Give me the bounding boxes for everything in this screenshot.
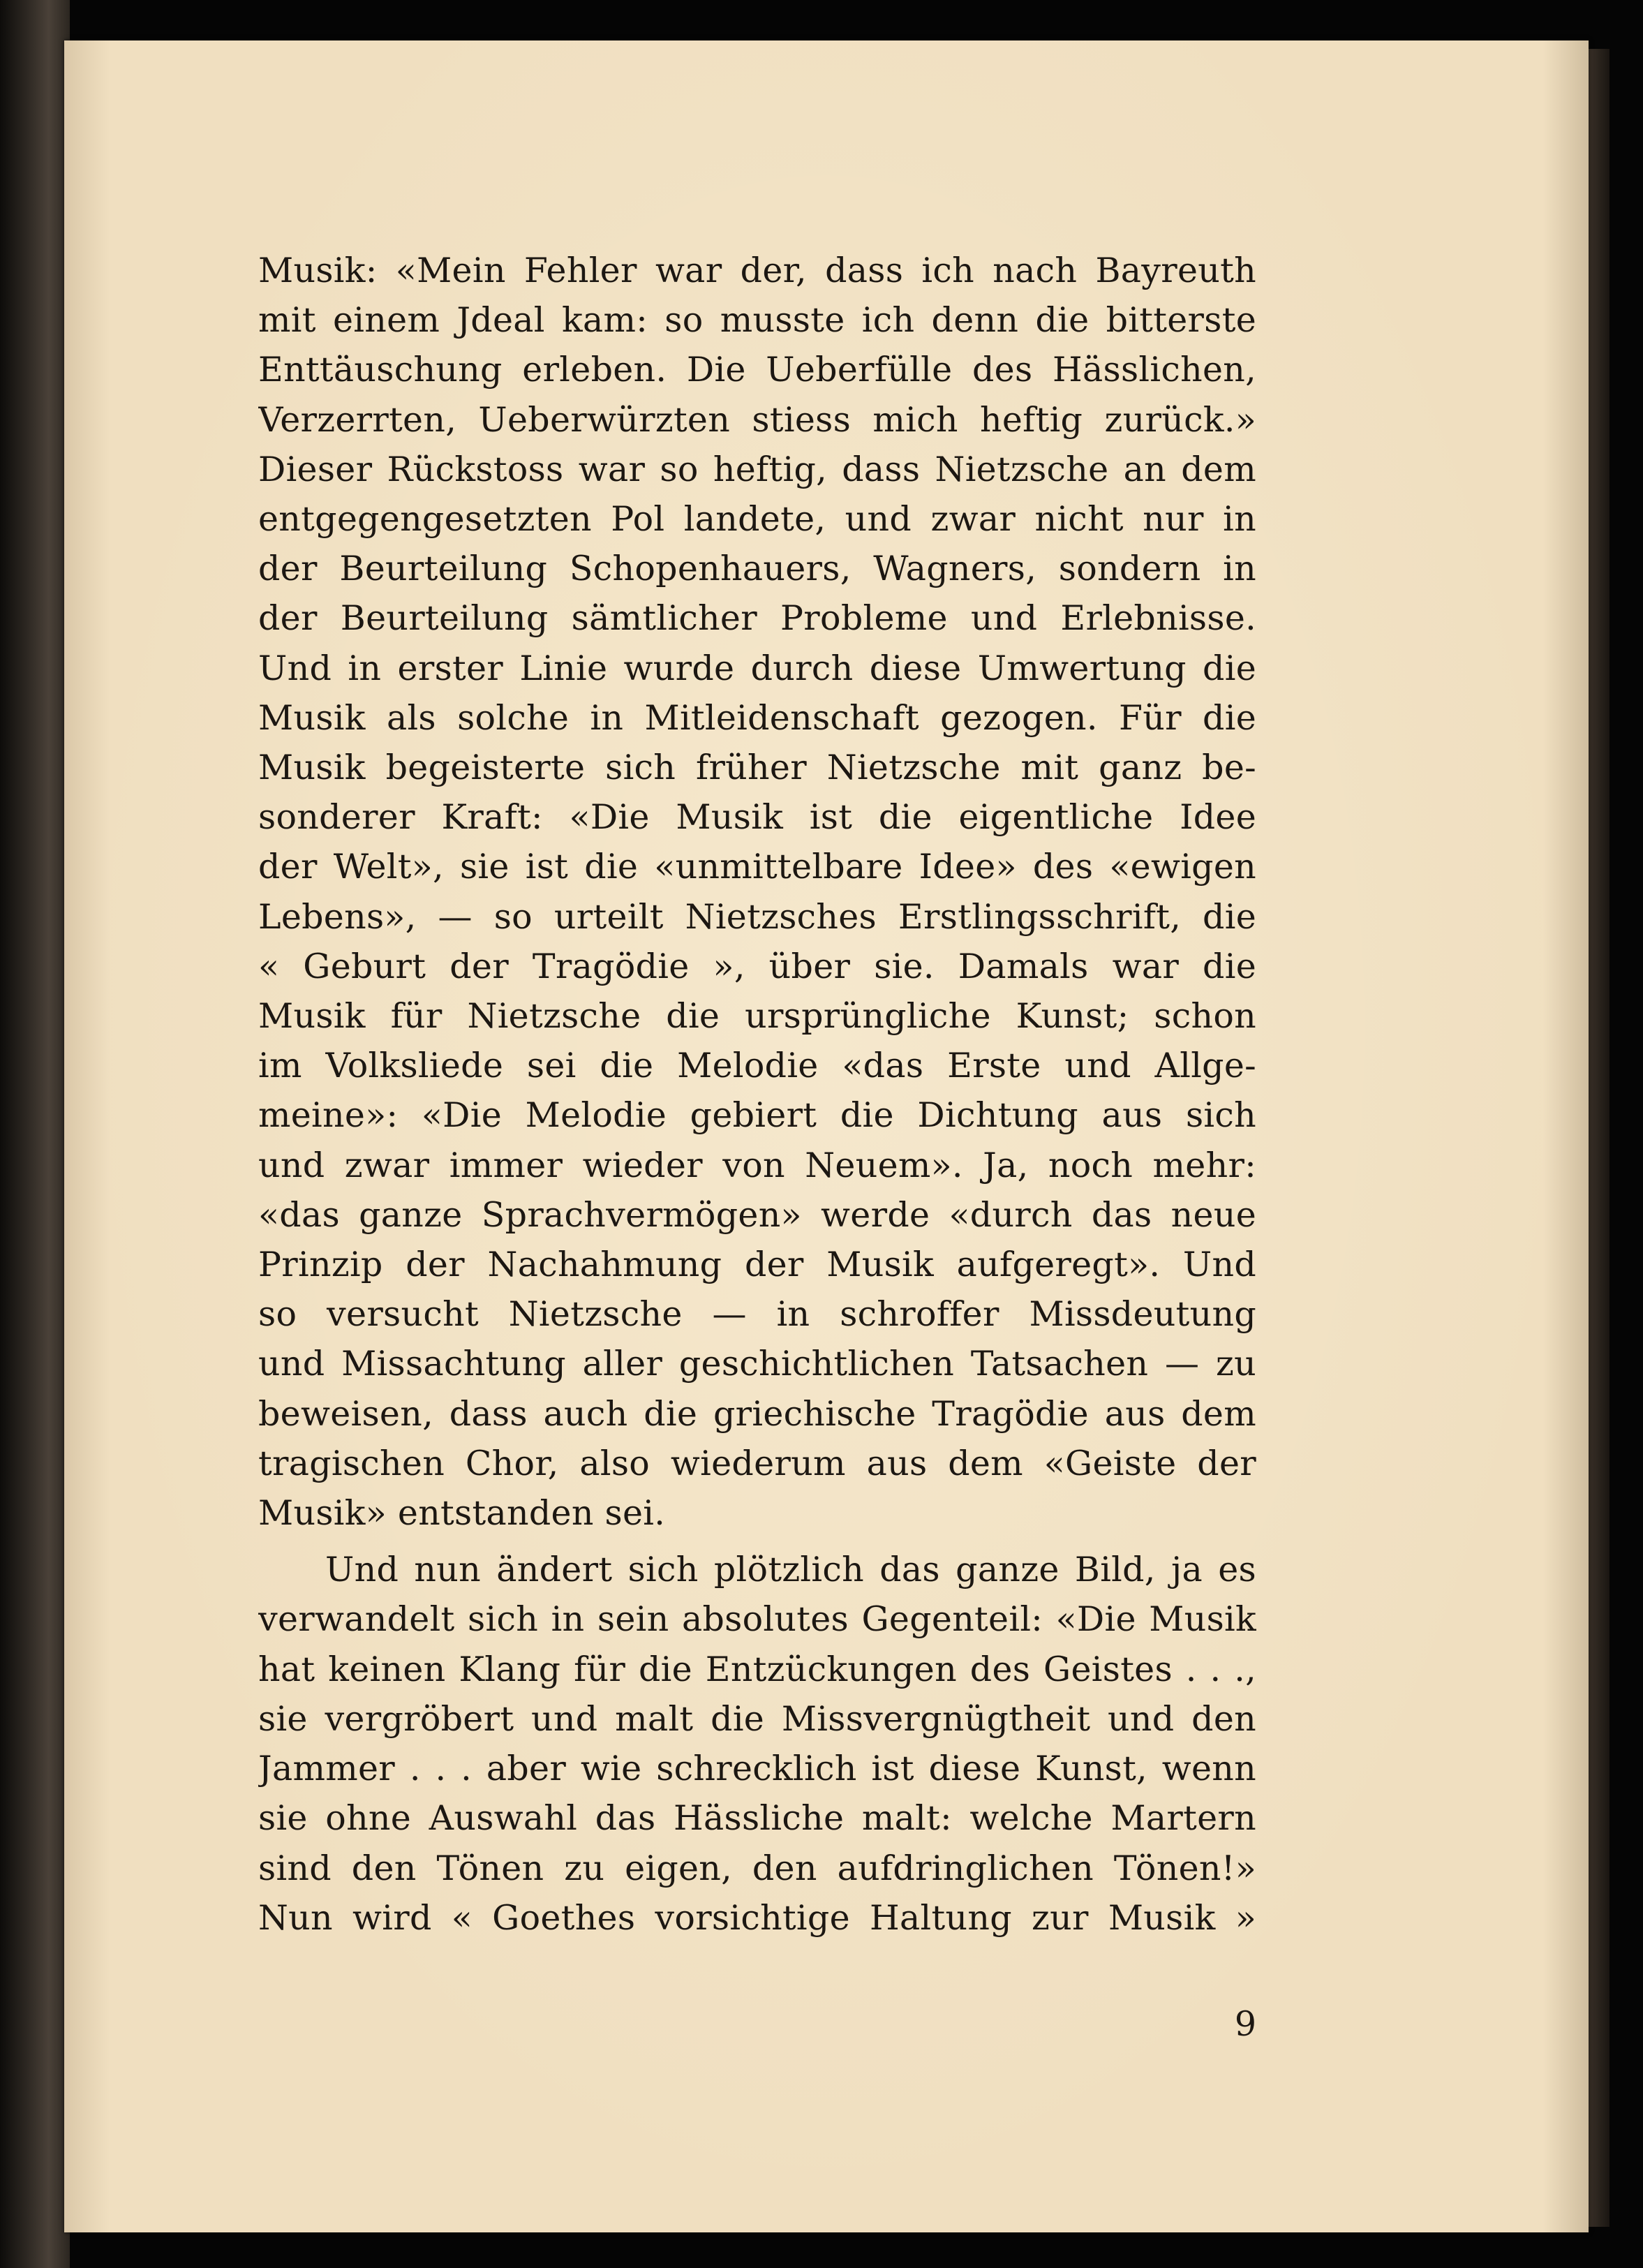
text-line: Musik: «Mein Fehler war der, dass ich nach Bayreuth — [258, 251, 1256, 290]
text-line: so versucht Nietzsche — in schroffer Missdeutung — [258, 1294, 1256, 1335]
text-line: Musik für Nietzsche die ursprüngliche Kunst; schon — [258, 996, 1256, 1037]
text-line: Lebens», — so urteilt Nietzsches Erstlingsschrift, die — [258, 896, 1256, 937]
text-line: Jammer . . . aber wie schrecklich ist diese Kunst, wenn — [258, 1749, 1256, 1789]
text-line: « Geburt der Tragödie », über sie. Damals war die — [258, 946, 1256, 986]
text-line: Und in erster Linie wurde durch diese Umwertung die — [258, 648, 1256, 688]
text-line: sie ohne Auswahl das Hässliche malt: welche Martern — [258, 1798, 1256, 1839]
text-line: der Beurteilung Schopenhauers, Wagners, sondern in — [258, 549, 1256, 589]
text-line: meine»: «Die Melodie gebiert die Dichtung aus sich — [258, 1095, 1256, 1136]
text-line: mit einem Jdeal kam: so musste ich denn die bitterste — [258, 300, 1256, 341]
page-number: 9 — [1234, 2004, 1256, 2044]
book-cover-edge — [0, 0, 70, 2268]
text-line: und Missachtung aller geschichtlichen Tatsachen — zu — [258, 1344, 1256, 1384]
text-line: Und nun ändert sich plötzlich das ganze Bild, ja es — [325, 1550, 1256, 1590]
text-line: Musik begeisterte sich früher Nietzsche mit ganz be- — [258, 748, 1256, 788]
text-line: Verzerrten, Ueberwürzten stiess mich heftig zurück.» — [258, 399, 1256, 440]
text-line: im Volksliede sei die Melodie «das Erste und Allge- — [258, 1046, 1256, 1086]
text-line: «das ganze Sprachvermögen» werde «durch das neue — [258, 1194, 1256, 1235]
text-line: beweisen, dass auch die griechische Tragödie aus dem — [258, 1393, 1256, 1434]
text-line: sonderer Kraft: «Die Musik ist die eigentliche Idee — [258, 797, 1256, 838]
text-line: Enttäuschung erleben. Die Ueberfülle des Hässlichen, — [258, 350, 1256, 390]
text-line: sind den Tönen zu eigen, den aufdringlichen Tönen!» — [258, 1848, 1256, 1888]
body-text — [258, 246, 1256, 1943]
text-line: und zwar immer wieder von Neuem». Ja, noch mehr: — [258, 1145, 1256, 1185]
text-line: Musik als solche in Mitleidenschaft gezogen. Für die — [258, 697, 1256, 738]
text-line: der Beurteilung sämtlicher Probleme und Erlebnisse. — [258, 598, 1256, 639]
paragraph-2 — [258, 1545, 1256, 1943]
text-line: verwandelt sich in sein absolutes Gegenteil: «Die Musik — [258, 1599, 1256, 1640]
text-line: entgegengesetzten Pol landete, und zwar nicht nur in — [258, 499, 1256, 540]
text-line: tragischen Chor, also wiederum aus dem «Geiste der — [258, 1443, 1256, 1483]
text-line: Nun wird « Goethes vorsichtige Haltung zur Musik » — [258, 1897, 1256, 1938]
text-line: Dieser Rückstoss war so heftig, dass Nietzsche an dem — [258, 449, 1256, 489]
text-line: sie vergröbert und malt die Missvergnügtheit und den — [258, 1698, 1256, 1739]
text-line: Prinzip der Nachahmung der Musik aufgeregt». Und — [258, 1245, 1256, 1285]
paragraph-1 — [258, 246, 1256, 1538]
text-line: der Welt», sie ist die «unmittelbare Idee» des «ewigen — [258, 847, 1256, 887]
text-line: hat keinen Klang für die Entzückungen des Geistes . . ., — [258, 1649, 1256, 1689]
page-edge-shadow — [1589, 49, 1609, 2227]
text-line: Musik» entstanden sei. — [258, 1493, 666, 1534]
